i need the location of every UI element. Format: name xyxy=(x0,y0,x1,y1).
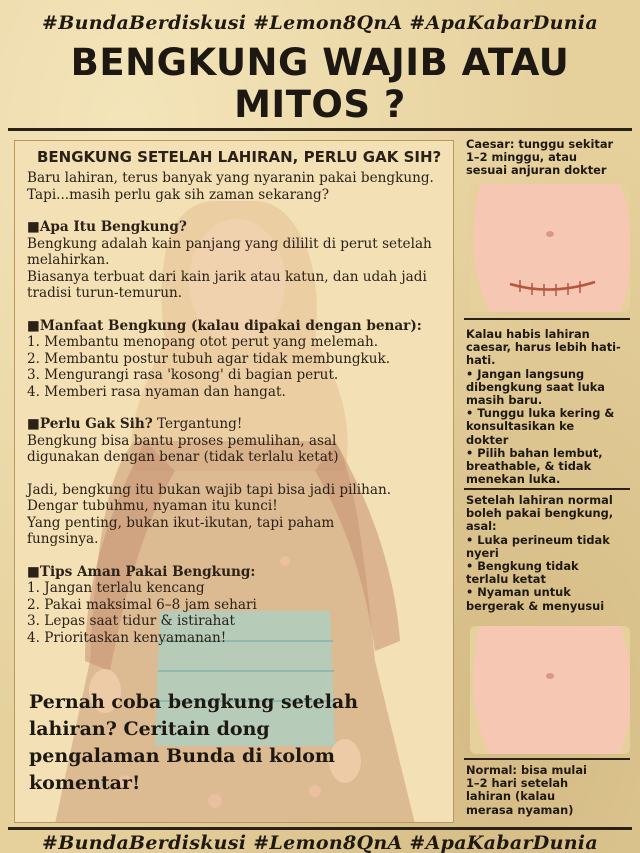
need-heading xyxy=(27,416,447,433)
title-line-1: BENGKUNG WAJIB ATAU xyxy=(70,41,570,84)
tip-item: 4. Prioritaskan kenyamanan! xyxy=(27,629,227,646)
hashtags-bottom: #BundaBerdiskusi #Lemon8QnA #ApaKabarDunia xyxy=(42,832,598,853)
normal-belly-svg xyxy=(470,626,630,754)
need-line: digunakan dengan benar (tidak terlalu ketat) xyxy=(27,449,339,465)
what-heading: ■Apa Itu Bengkung? xyxy=(27,219,187,235)
benefit-item: 1. Membantu menopang otot perut yang melemah. xyxy=(27,334,379,350)
title-line-2: MITOS ? xyxy=(234,83,406,126)
caesar-note-line: caesar, harus lebih hati- xyxy=(466,340,621,355)
caesar-note-line: dokter xyxy=(466,432,509,447)
normal-summary-line: 1–2 hari setelah xyxy=(466,776,569,791)
caesar-note-line: konsultasikan ke xyxy=(466,419,575,434)
what-line: tradisi turun-temurun. xyxy=(27,285,183,301)
normal-note-line: boleh pakai bengkung, xyxy=(466,506,614,521)
section-divider xyxy=(464,488,630,490)
conclusion-section xyxy=(27,482,447,548)
caesar-note-line: masih baru. xyxy=(466,393,543,408)
intro-paragraph xyxy=(27,170,447,203)
caesar-summary-line: Caesar: tunggu sekitar xyxy=(466,137,614,151)
normal-note-line: asal: xyxy=(466,519,497,534)
caesar-belly-illustration xyxy=(470,184,630,312)
caesar-summary xyxy=(466,138,630,178)
normal-note-line: bergerak & menyusui xyxy=(466,598,605,613)
intro-line: Baru lahiran, terus banyak yang nyaranin pakai bengkung. xyxy=(27,170,434,186)
benefits-section xyxy=(27,318,447,401)
what-section xyxy=(27,219,447,302)
conclusion-line: Dengar tubuhmu, nyaman itu kunci! xyxy=(27,498,278,514)
normal-summary xyxy=(466,764,630,817)
section-divider xyxy=(464,318,630,320)
normal-summary-line: merasa nyaman) xyxy=(466,802,574,817)
normal-note-line: • Bengkung tidak xyxy=(466,559,579,574)
top-rule xyxy=(8,128,632,131)
caesar-note-line: breathable, & tidak xyxy=(466,459,592,474)
page-title xyxy=(0,42,640,126)
need-heading-bold: ■Perlu Gak Sih? xyxy=(27,416,153,432)
benefit-item: 4. Memberi rasa nyaman dan hangat. xyxy=(27,383,286,400)
caesar-note-line: dibengkung saat luka xyxy=(466,379,605,394)
cta-line: Pernah coba bengkung setelah xyxy=(29,691,359,713)
intro-line: Tapi...masih perlu gak sih zaman sekarang? xyxy=(27,186,330,203)
tips-section xyxy=(27,564,447,647)
normal-note-line: terlalu ketat xyxy=(466,572,546,587)
normal-note-line: • Nyaman untuk xyxy=(466,585,571,600)
normal-note-line: nyeri xyxy=(466,545,499,560)
what-line: Biasanya terbuat dari kain jarik atau katun, dan udah jadi xyxy=(27,268,427,285)
what-line: melahirkan. xyxy=(27,252,110,268)
article-text xyxy=(27,149,447,662)
caesar-notes xyxy=(466,328,630,486)
normal-summary-line: Normal: bisa mulai xyxy=(466,763,587,777)
caesar-note-line: • Jangan langsung xyxy=(466,366,585,381)
tip-item: 1. Jangan terlalu kencang xyxy=(27,580,205,596)
need-line: Bengkung bisa bantu proses pemulihan, asal xyxy=(27,432,337,449)
benefit-item: 2. Membantu postur tubuh agar tidak membungkuk. xyxy=(27,350,391,367)
normal-note-line: • Luka perineum tidak xyxy=(466,532,610,547)
caesar-note-line: Kalau habis lahiran xyxy=(466,327,590,341)
bottom-rule xyxy=(8,827,632,830)
caesar-summary-line: 1–2 minggu, atau xyxy=(466,150,578,165)
need-section xyxy=(27,416,447,466)
conclusion-line: fungsinya. xyxy=(27,531,99,547)
hashtags-top: #BundaBerdiskusi #Lemon8QnA #ApaKabarDunia xyxy=(42,12,598,34)
caesar-note-line: menekan luka. xyxy=(466,472,561,487)
caesar-note-line: hati. xyxy=(466,353,496,368)
conclusion-line: Yang penting, bukan ikut-ikutan, tapi paham xyxy=(27,514,335,531)
normal-note-line: Setelah lahiran normal xyxy=(466,493,613,507)
what-line: Bengkung adalah kain panjang yang dililit di perut setelah xyxy=(27,235,432,252)
tip-item: 2. Pakai maksimal 6–8 jam sehari xyxy=(27,596,257,613)
caesar-summary-line: sesuai anjuran dokter xyxy=(466,163,607,178)
caesar-belly-svg xyxy=(470,184,630,312)
cta-line: komentar! xyxy=(29,772,141,794)
article-subtitle: BENGKUNG SETELAH LAHIRAN, PERLU GAK SIH? xyxy=(37,148,442,166)
caesar-note-line: • Pilih bahan lembut, xyxy=(466,445,603,460)
call-to-action xyxy=(29,689,439,797)
normal-belly-illustration xyxy=(470,626,630,754)
main-article-panel xyxy=(14,140,454,823)
tip-item: 3. Lepas saat tidur & istirahat xyxy=(27,613,236,629)
normal-notes xyxy=(466,494,630,613)
side-panel xyxy=(462,132,632,824)
conclusion-line: Jadi, bengkung itu bukan wajib tapi bisa jadi pilihan. xyxy=(27,481,392,498)
benefits-heading: ■Manfaat Bengkung (kalau dipakai dengan benar): xyxy=(27,317,422,334)
cta-line: lahiran? Ceritain dong xyxy=(29,718,270,740)
benefit-item: 3. Mengurangi rasa 'kosong' di bagian perut. xyxy=(27,367,339,383)
tips-heading: ■Tips Aman Pakai Bengkung: xyxy=(27,563,256,580)
cta-line: pengalaman Bunda di kolom xyxy=(29,745,336,767)
caesar-note-line: • Tunggu luka kering & xyxy=(466,406,615,421)
need-heading-rest: Tergantung! xyxy=(152,416,243,432)
normal-summary-line: lahiran (kalau xyxy=(466,789,556,804)
section-divider xyxy=(464,758,630,760)
